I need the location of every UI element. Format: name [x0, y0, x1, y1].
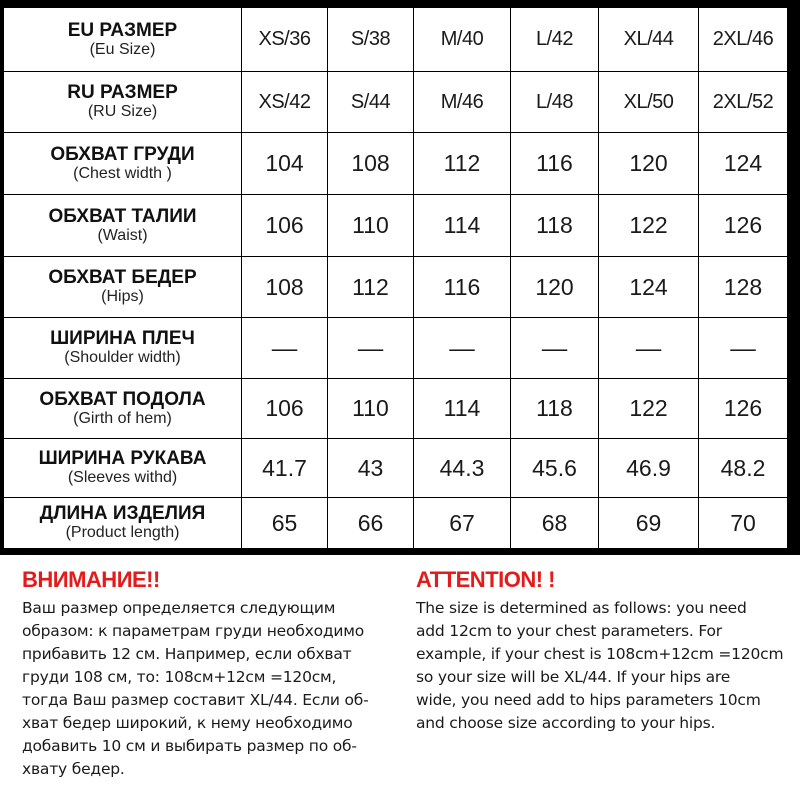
note-body-en: The size is determined as follows: you need add 12cm to your chest parameters. For example, if your chest is 108cm+12cm =120cm so your size will be XL/44. If your hips are wide, you need add to hips parameters 10cm and choose size according to your hips.: [416, 599, 784, 732]
table-cell: 45.6: [511, 439, 599, 498]
table-cell: XL/50: [599, 72, 699, 133]
table-cell: 108: [328, 133, 414, 195]
table-cell: 110: [328, 195, 414, 257]
table-cell: 2XL/46: [699, 8, 788, 72]
row-label-en: (Sleeves withd): [67, 469, 178, 486]
table-cell: 2XL/52: [699, 72, 788, 133]
table-row-eu-size: [4, 8, 788, 72]
table-cell: 67: [414, 498, 511, 549]
table-cell: 120: [599, 133, 699, 195]
table-cell: M/46: [414, 72, 511, 133]
table-cell: XS/36: [242, 8, 328, 72]
row-label: [4, 195, 242, 257]
table-cell: 68: [511, 498, 599, 549]
note-title-en: ATTENTION! !: [416, 567, 556, 592]
table-cell: ––: [511, 318, 599, 379]
table-cell: 116: [414, 257, 511, 318]
table-cell: ––: [699, 318, 788, 379]
table-cell: 124: [699, 133, 788, 195]
table-row-hem: [4, 379, 788, 439]
table-cell: 66: [328, 498, 414, 549]
row-label-ru: EU РАЗМЕР: [67, 19, 178, 41]
row-label: [4, 72, 242, 133]
row-label: [4, 257, 242, 318]
note-body-ru: Ваш размер определяется следующим образом: к параметрам груди необходимо прибавить 12 см. Например, если обхват груди 108 см, то: 108см+12см =120см, тогда Ваш размер составит XL/44. Если об- хват бедер широкий, к нему необходимо добавить 10 см и выбирать размер по об- хвату бедер.: [22, 599, 369, 778]
table-cell: 114: [414, 195, 511, 257]
row-label-en: (Eu Size): [89, 40, 156, 58]
table-row-waist: [4, 195, 788, 257]
table-cell: 108: [242, 257, 328, 318]
table-cell: ––: [599, 318, 699, 379]
table-cell: 70: [699, 498, 788, 549]
table-cell: 65: [242, 498, 328, 549]
row-label-en: (RU Size): [87, 103, 158, 120]
table-cell: ––: [242, 318, 328, 379]
table-cell: 106: [242, 379, 328, 439]
table-cell: 126: [699, 195, 788, 257]
row-label-ru: RU РАЗМЕР: [67, 82, 178, 103]
note-russian: [22, 565, 407, 781]
table-cell: 118: [511, 379, 599, 439]
table-cell: 118: [511, 195, 599, 257]
table-cell: 122: [599, 195, 699, 257]
table-cell: M/40: [414, 8, 511, 72]
table-cell: 112: [414, 133, 511, 195]
table-cell: 112: [328, 257, 414, 318]
table-cell: L/48: [511, 72, 599, 133]
table-row-chest: [4, 133, 788, 195]
row-label: [4, 379, 242, 439]
table-cell: 69: [599, 498, 699, 549]
row-label-ru: ШИРИНА РУКАВА: [38, 448, 207, 469]
table-cell: 44.3: [414, 439, 511, 498]
row-label: [4, 8, 242, 72]
notes-section: [0, 565, 800, 800]
table-cell: S/38: [328, 8, 414, 72]
table-cell: 120: [511, 257, 599, 318]
table-cell: 110: [328, 379, 414, 439]
row-label-ru: ОБХВАТ ТАЛИИ: [48, 205, 197, 227]
note-english: [416, 565, 800, 735]
table-cell: XL/44: [599, 8, 699, 72]
row-label: [4, 439, 242, 498]
row-label: [4, 133, 242, 195]
row-label-ru: ОБХВАТ ГРУДИ: [50, 143, 195, 165]
table-cell: 126: [699, 379, 788, 439]
row-label-ru: ОБХВАТ БЕДЕР: [48, 267, 197, 288]
table-cell: L/42: [511, 8, 599, 72]
row-label-en: (Shoulder width): [64, 349, 181, 366]
row-label-en: (Product length): [65, 524, 180, 541]
row-label-ru: ДЛИНА ИЗДЕЛИЯ: [39, 503, 206, 524]
size-chart-table: [3, 7, 788, 549]
row-label-en: (Girth of hem): [73, 409, 172, 427]
table-cell: 106: [242, 195, 328, 257]
row-label-en: (Chest width ): [73, 164, 172, 182]
table-row-length: [4, 498, 788, 549]
table-cell: ––: [328, 318, 414, 379]
table-row-sleeves: [4, 439, 788, 498]
table-cell: 48.2: [699, 439, 788, 498]
table-cell: 104: [242, 133, 328, 195]
row-label-ru: ОБХВАТ ПОДОЛА: [39, 388, 206, 410]
note-title-ru: ВНИМАНИЕ!!: [22, 567, 160, 592]
table-cell: 43: [328, 439, 414, 498]
table-cell: 114: [414, 379, 511, 439]
table-cell: 46.9: [599, 439, 699, 498]
table-cell: XS/42: [242, 72, 328, 133]
table-cell: 122: [599, 379, 699, 439]
table-cell: 128: [699, 257, 788, 318]
row-label-ru: ШИРИНА ПЛЕЧ: [50, 328, 195, 349]
table-row-shoulder: [4, 318, 788, 379]
row-label-en: (Waist): [97, 226, 148, 244]
table-cell: S/44: [328, 72, 414, 133]
table-row-hips: [4, 257, 788, 318]
row-label-en: (Hips): [101, 288, 144, 305]
table-cell: 124: [599, 257, 699, 318]
table-row-ru-size: [4, 72, 788, 133]
row-label: [4, 498, 242, 549]
table-cell: 116: [511, 133, 599, 195]
row-label: [4, 318, 242, 379]
table-cell: ––: [414, 318, 511, 379]
table-cell: 41.7: [242, 439, 328, 498]
